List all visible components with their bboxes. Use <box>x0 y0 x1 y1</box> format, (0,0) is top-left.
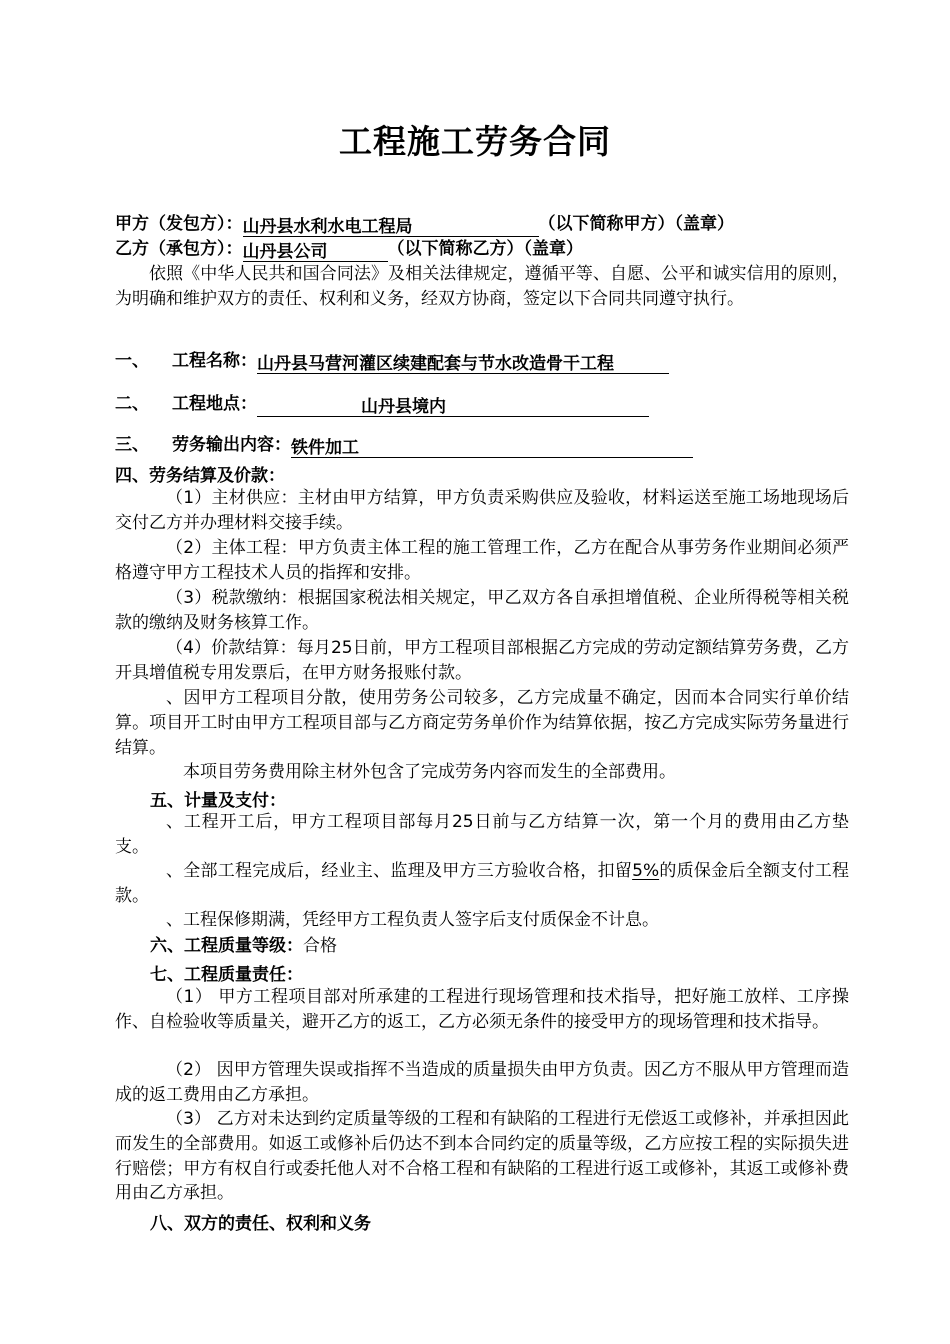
section-4-item-5: 、因甲方工程项目分散，使用劳务公司较多，乙方完成量不确定，因而本合同实行单价结算。项目开工时由甲方工程项目部与乙方商定劳务单价作为结算依据，按乙方完成实际劳务量进行结算。 <box>115 688 849 758</box>
section-4-item-3: （3）税款缴纳：根据国家税法相关规定，甲乙双方各自承担增值税、企业所得税等相关税款的缴纳及财务核算工作。 <box>115 588 849 633</box>
section-1-label: 工程名称： <box>172 351 257 371</box>
section-4-item-1: （1）主材供应：主材由甲方结算，甲方负责采购供应及验收，材料运送至施工场地现场后交付乙方并办理材料交接手续。 <box>115 488 849 533</box>
section-1 <box>115 349 669 374</box>
section-1-value-field <box>257 352 669 374</box>
party-b-label: 乙方（承包方）： <box>115 239 243 259</box>
party-b-line <box>115 237 583 262</box>
party-a-suffix: （以下简称甲方）（盖章） <box>538 214 734 234</box>
section-8-heading: 八、双方的责任、权利和义务 <box>150 1214 371 1234</box>
section-7-item-1: （1） 甲方工程项目部对所承建的工程进行现场管理和技术指导，把好施工放样、工序操作、自检验收等质量关，避开乙方的返工，乙方必须无条件的接受甲方的现场管理和技术指导。 <box>115 987 849 1032</box>
section-3-number: 三、 <box>115 435 149 455</box>
section-3-label: 劳务输出内容： <box>172 435 291 455</box>
section-5-item-2-text-b: 的质保金后全额支付工程款。 <box>115 861 850 906</box>
section-4-item-4: （4）价款结算：每月25日前，甲方工程项目部根据乙方完成的劳动定额结算劳务费，乙方开具增值税专用发票后，在甲方财务报账付款。 <box>115 638 849 683</box>
section-6 <box>150 934 337 959</box>
party-a-name: 山丹县水利水电工程局 <box>242 216 413 237</box>
section-4-heading: 四、劳务结算及价款： <box>115 466 285 486</box>
section-5-item-2 <box>115 859 849 909</box>
intro-paragraph: 依照《中华人民共和国合同法》及相关法律规定，遵循平等、自愿、公平和诚实信用的原则，为明确和维护双方的责任、权利和义务，经双方协商，签定以下合同共同遵守执行。 <box>115 264 849 309</box>
party-b-suffix: （以下简称乙方）（盖章） <box>387 239 583 259</box>
party-b-name: 山丹县公司 <box>242 241 328 262</box>
section-6-heading: 六、工程质量等级： <box>150 936 303 956</box>
retention-percentage: 5% <box>632 861 660 881</box>
section-6-value: 合格 <box>303 936 337 956</box>
section-1-value: 山丹县马营河灌区续建配套与节水改造骨干工程 <box>257 353 614 374</box>
section-7-item-3: （3） 乙方对未达到约定质量等级的工程和有缺陷的工程进行无偿返工或修补，并承担因此而发生的全部费用。如返工或修补后仍达不到本合同约定的质量等级，乙方应按工程的实际损失进行赔偿；甲方有权自行或委托他人对不合格工程和有缺陷的工程进行返工或修补，其返工或修补费用由乙方承担。 <box>115 1109 849 1204</box>
party-a-label: 甲方（发包方）： <box>115 214 243 234</box>
section-3-value: 铁件加工 <box>291 437 359 458</box>
section-2 <box>115 392 649 417</box>
document-title: 工程施工劳务合同 <box>339 122 611 161</box>
party-a-name-field <box>243 215 539 237</box>
section-3-value-field <box>291 436 693 458</box>
party-b-name-field <box>243 240 388 262</box>
section-2-value-field <box>257 395 649 417</box>
party-a-line <box>115 212 734 237</box>
section-4-item-6: 本项目劳务费用除主材外包含了完成劳务内容而发生的全部费用。 <box>183 762 676 782</box>
section-2-value: 山丹县境内 <box>361 396 446 417</box>
section-2-label: 工程地点： <box>172 394 257 414</box>
section-5-heading: 五、计量及支付： <box>150 791 286 811</box>
section-1-number: 一、 <box>115 351 149 371</box>
section-7-heading: 七、工程质量责任： <box>150 965 303 985</box>
section-5-item-1: 、工程开工后，甲方工程项目部每月25日前与乙方结算一次，第一个月的费用由乙方垫支。 <box>115 812 849 857</box>
section-7-item-2: （2） 因甲方管理失误或指挥不当造成的质量损失由甲方负责。因乙方不服从甲方管理而造成的返工费用由乙方承担。 <box>115 1060 849 1105</box>
section-5-item-3: 、工程保修期满，凭经甲方工程负责人签字后支付质保金不计息。 <box>166 910 659 930</box>
section-5-item-2-text-a: 、全部工程完成后，经业主、监理及甲方三方验收合格，扣留 <box>166 861 633 881</box>
section-2-number: 二、 <box>115 394 149 414</box>
section-4-item-2: （2）主体工程：甲方负责主体工程的施工管理工作，乙方在配合从事劳务作业期间必须严格遵守甲方工程技术人员的指挥和安排。 <box>115 538 849 583</box>
section-3 <box>115 433 693 458</box>
